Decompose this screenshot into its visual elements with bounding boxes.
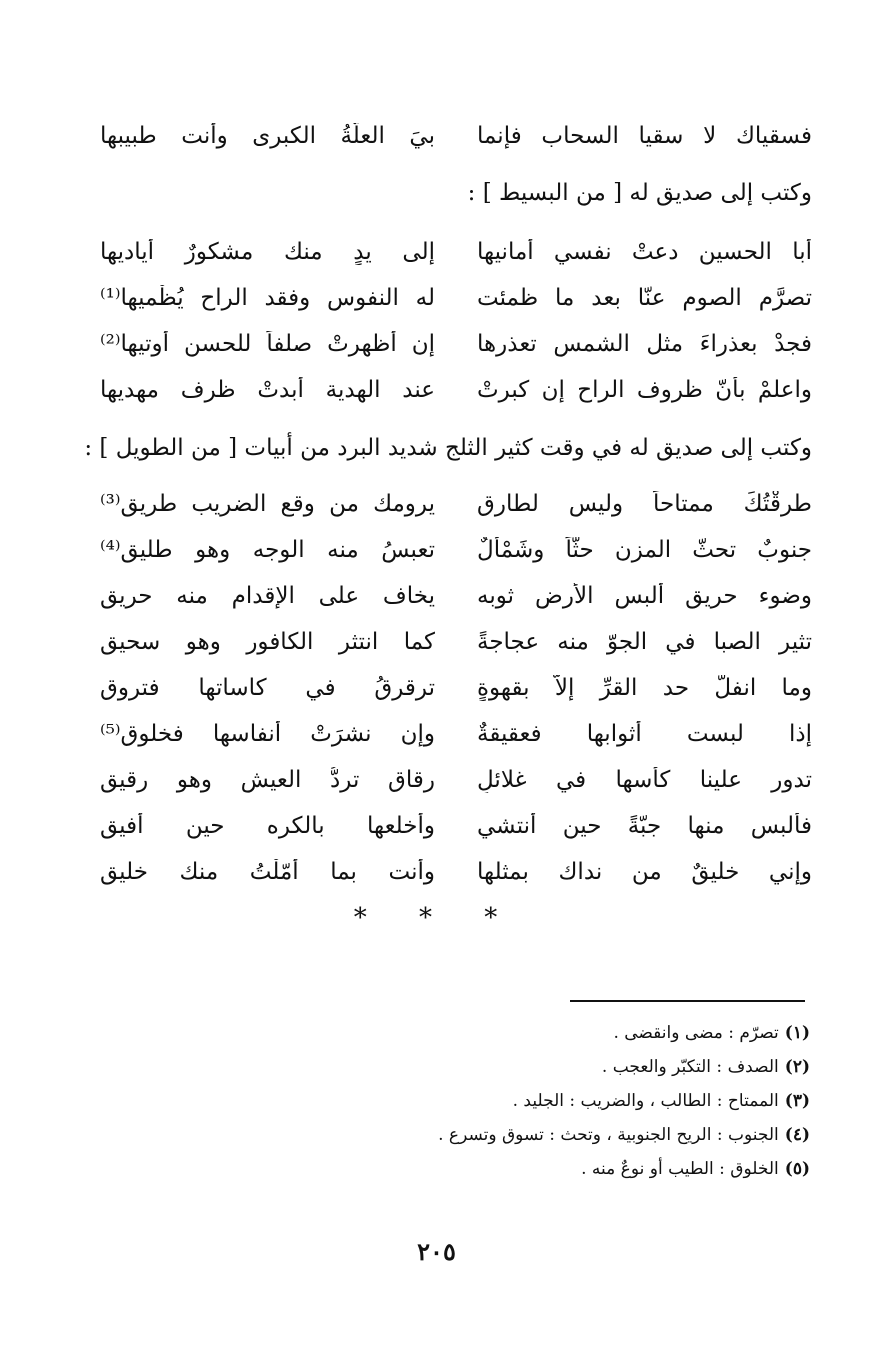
- verse-line: [100, 619, 812, 665]
- verse-second-hemistich: له النفوس وفقد الراح يُظْميها⁽¹⁾: [100, 285, 435, 311]
- verse-second-hemistich: يخاف على الإقدام منه حريق: [100, 583, 435, 609]
- section-separator: * * *: [353, 903, 520, 933]
- footnote-rule: [570, 1000, 805, 1002]
- verse-second-hemistich: رقاقٍ تردُّ العيش وهو رقيق: [100, 767, 435, 793]
- verse-first-hemistich: أبا الحسين دعتْ نفسي أمانيها: [477, 239, 812, 265]
- verse-first-hemistich: وما انفلّ حد القرِّ إلاّ بقهوةٍ: [477, 675, 812, 701]
- verse-line: [100, 527, 812, 573]
- footnote: [300, 1120, 810, 1150]
- verse-line: [100, 321, 812, 367]
- footnote-number: (٢): [784, 1057, 810, 1077]
- verse-first-hemistich: تثير الصبا في الجوّ منه عجاجةً: [477, 629, 812, 655]
- verse-first-hemistich: واعلمْ بأنّ ظروف الراح إن كبرتْ: [477, 377, 812, 403]
- verse-second-hemistich: ترقرقُ في كاساتها فتروق: [100, 675, 435, 701]
- verse-first-hemistich: وضوء حريقٍ ألبس الأرض ثوبه: [477, 583, 812, 609]
- footnote: [300, 1018, 810, 1048]
- footnote-text: تصرّم : مضى وانقضى .: [613, 1023, 779, 1043]
- verse-second-hemistich: يرومك من وقع الضريب طريق⁽³⁾: [100, 491, 435, 517]
- poem-intro: وكتب إلى صديق له [ من البسيط ] :: [467, 180, 812, 206]
- verse-line: [100, 757, 812, 803]
- verse-second-hemistich: إلى يدٍ منك مشكورٌ أياديها: [100, 239, 435, 265]
- verse-line: [100, 803, 812, 849]
- verse-second-hemistich: وإن نشرَتْ أنفاسها فخلوق⁽⁵⁾: [100, 721, 435, 747]
- verse-line: [100, 711, 812, 757]
- footnote-text: الجنوب : الريح الجنوبية ، وتحث : تسوق وتسرع .: [438, 1125, 779, 1145]
- footnote-number: (٤): [784, 1125, 810, 1145]
- footnote-number: (٣): [784, 1091, 810, 1111]
- footnote-text: الخلوق : الطيب أو نوعٌ منه .: [581, 1159, 779, 1179]
- footnote: [300, 1154, 810, 1184]
- verse-first-hemistich: تصرَّم الصوم عنّا بعد ما ظمئت: [477, 285, 812, 311]
- page-number: ٢٠٥: [417, 1237, 456, 1266]
- verse-second-hemistich: إن أظهرتْ صلفاً للحسن أوتيها⁽²⁾: [100, 331, 435, 357]
- verse-first-hemistich: جنوبٌ تحثّ المزن حثّاً وشَمْأَلٌ: [477, 537, 812, 563]
- verse-line: [100, 849, 812, 895]
- footnote-number: (١): [784, 1023, 810, 1043]
- footnote-text: الصدف : التكبّر والعجب .: [601, 1057, 779, 1077]
- verse-line: [100, 229, 812, 275]
- footnote-number: (٥): [784, 1159, 810, 1179]
- poem-intro: وكتب إلى صديق له في وقت كثير الثلج شديد البرد من أبيات [ من الطويل ] :: [84, 435, 812, 461]
- verse-first-hemistich: فألبس منها جبّةً حين أنتشي: [477, 813, 812, 839]
- footnote-text: الممتاح : الطالب ، والضريب : الجليد .: [512, 1091, 779, 1111]
- verse-second-hemistich: عند الهدية أبدتْ ظرف مهديها: [100, 377, 435, 403]
- verse-first-hemistich: فجدْ بعذراءَ مثل الشمس تعذرها: [477, 331, 812, 357]
- verse-second-hemistich: بيَ العلّةُ الكبرى وأنت طبيبها: [100, 123, 435, 149]
- verse-line: [100, 665, 812, 711]
- verse-second-hemistich: وأخلعها بالكره حين أفيق: [100, 813, 435, 839]
- verse-first-hemistich: تدور علينا كأسها في غلائلٍ: [477, 767, 812, 793]
- verse-first-hemistich: إذا لبست أثوابها فعقيقةٌ: [477, 721, 812, 747]
- footnote: [300, 1052, 810, 1082]
- verse-first-hemistich: وإني خليقٌ من نداك بمثلها: [477, 859, 812, 885]
- verse-line: [100, 573, 812, 619]
- verse-line: [100, 481, 812, 527]
- verse-second-hemistich: تعبسُ منه الوجه وهو طليق⁽⁴⁾: [100, 537, 435, 563]
- verse-first-hemistich: طرقْتُكَ ممتاحاً وليس لطارقٍ: [477, 491, 812, 517]
- verse-line: [100, 275, 812, 321]
- verse-second-hemistich: كما انتثر الكافور وهو سحيق: [100, 629, 435, 655]
- verse-first-hemistich: فسقياك لا سقيا السحاب فإنما: [477, 123, 812, 149]
- verse-second-hemistich: وأنت بما أمّلْتُ منك خليق: [100, 859, 435, 885]
- verse-line: [100, 113, 812, 159]
- verse-line: [100, 367, 812, 413]
- footnote: [300, 1086, 810, 1116]
